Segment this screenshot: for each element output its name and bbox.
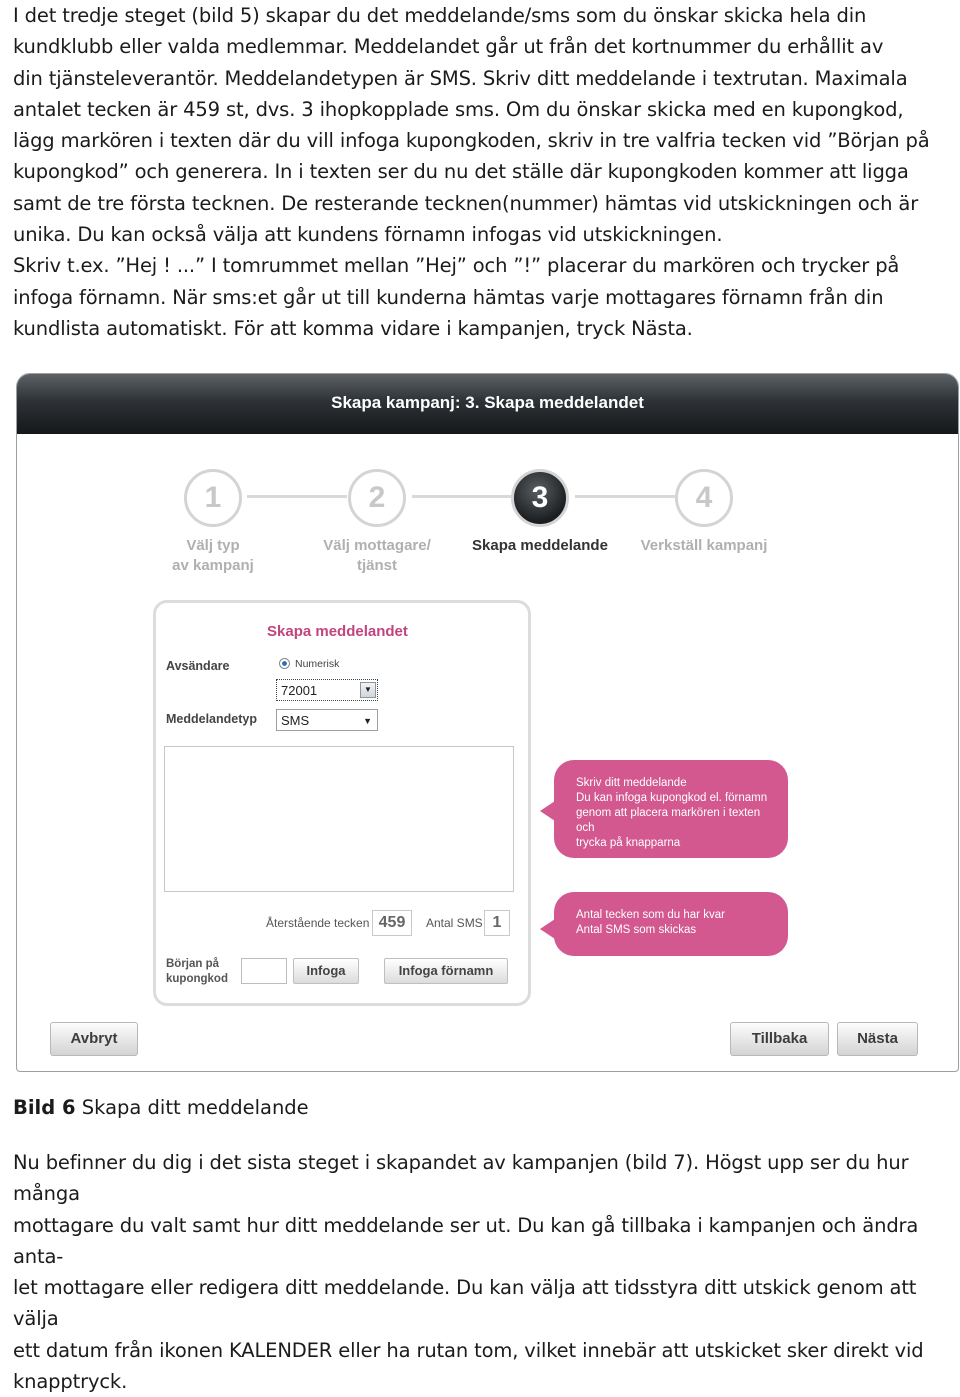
step-3-label: Skapa meddelande <box>472 537 608 554</box>
figure-caption <box>13 1092 309 1123</box>
step-4-label: Verkställ kampanj <box>640 537 768 554</box>
coupon-code-label: Början på kupongkod <box>166 958 228 985</box>
step-connector <box>575 495 675 498</box>
text-line: kundlista automatiskt. För att komma vidare i kampanjen, tryck Nästa. <box>13 316 693 340</box>
step-1-circle: 1 <box>184 469 242 527</box>
text-line: antalet tecken är 459 st, dvs. 3 ihopkopplade sms. Om du önskar skicka med en kupongkod, <box>13 97 904 121</box>
text-line: knapptryck. <box>13 1370 128 1394</box>
insert-button[interactable]: Infoga <box>293 958 359 984</box>
text-line: let mottagare eller redigera ditt meddelande. Du kan välja att tidsstyra ditt utskick genom att välja <box>13 1276 917 1331</box>
step-3-circle-active: 3 <box>511 469 569 527</box>
text-line: kundklubb eller valda medlemmar. Meddelandet går ut från det kortnummer du erhållit av <box>13 35 884 59</box>
form-title: Skapa meddelandet <box>267 623 408 640</box>
step-4-circle: 4 <box>675 469 733 527</box>
text-line: unika. Du kan också välja att kundens förnamn infogas vid utskickningen. <box>13 223 723 247</box>
cancel-button[interactable]: Avbryt <box>50 1022 138 1056</box>
campaign-wizard-screenshot <box>16 373 959 1072</box>
chevron-down-icon: ▼ <box>363 716 372 726</box>
step-connector <box>247 495 347 498</box>
text-line: ett datum från ikonen KALENDER eller ha rutan tom, vilket innebär att utskicket sker direkt vid <box>13 1338 924 1362</box>
next-button[interactable]: Nästa <box>837 1022 918 1056</box>
step-1-label: Välj typ av kampanj <box>172 537 254 574</box>
message-textarea[interactable] <box>164 746 514 892</box>
numeric-radio-label: Numerisk <box>295 658 340 670</box>
message-type-label: Meddelandetyp <box>166 712 257 726</box>
text-line: lägg markören i texten där du vill infoga kupongkoden, skriv in tre valfria tecken vid ”Början på <box>13 129 930 153</box>
sms-count-value: 1 <box>484 910 510 936</box>
text-line: infoga förnamn. När sms:et går ut till kunderna hämtas varje mottagares förnamn från din <box>13 285 884 309</box>
remaining-chars-value: 459 <box>372 910 412 936</box>
step-2-circle: 2 <box>348 469 406 527</box>
text-line: I det tredje steget (bild 5) skapar du det meddelande/sms som du önskar skicka hela din <box>13 4 867 27</box>
wizard-header: Skapa kampanj: 3. Skapa meddelandet <box>17 374 958 434</box>
intro-paragraph <box>13 0 953 344</box>
text-line: din tjänsteleverantör. Meddelandetypen är SMS. Skriv ditt meddelande i textrutan. Maximala <box>13 66 908 90</box>
text-line: samt de tre första tecknen. De resterande tecknen(nummer) hämtas vid utskickningen och är <box>13 191 919 215</box>
caption-label: Bild 6 <box>13 1096 76 1119</box>
caption-text: Skapa ditt meddelande <box>75 1096 309 1119</box>
sender-number-select[interactable]: 72001 ▼ <box>276 679 378 701</box>
numeric-radio[interactable] <box>279 658 290 669</box>
step-2-label: Välj mottagare/ tjänst <box>323 537 431 574</box>
message-help-bubble: Skriv ditt meddelande Du kan infoga kupongkod el. förnamn genom att placera markören i texten och trycka på knapparna <box>554 760 788 858</box>
text-line: kupongkod” och generera. In i texten ser du nu det ställe där kupongkoden kommer att ligga <box>13 160 909 184</box>
text-line: mottagare du valt samt hur ditt meddelande ser ut. Du kan gå tillbaka i kampanjen och ändra anta- <box>13 1213 919 1268</box>
message-type-select[interactable]: SMS ▼ <box>276 709 378 731</box>
text-line: Nu befinner du dig i det sista steget i skapandet av kampanjen (bild 7). Högst upp ser du hur många <box>13 1151 909 1206</box>
dropdown-arrow-icon: ▼ <box>360 682 376 698</box>
sender-label: Avsändare <box>166 659 230 673</box>
following-paragraph <box>13 1147 953 1397</box>
insert-first-name-button[interactable]: Infoga förnamn <box>384 958 508 984</box>
back-button[interactable]: Tillbaka <box>730 1022 829 1056</box>
message-form-panel <box>153 600 531 1006</box>
remaining-chars-label: Återstående tecken <box>266 916 370 930</box>
text-line: Skriv t.ex. ”Hej ! ...” I tomrummet mellan ”Hej” och ”!” placerar du markören och trycker på <box>13 254 900 278</box>
sms-count-label: Antal SMS <box>426 916 483 930</box>
coupon-code-input[interactable] <box>241 958 287 984</box>
counter-help-bubble: Antal tecken som du har kvar Antal SMS som skickas <box>554 892 788 956</box>
step-connector <box>412 495 512 498</box>
